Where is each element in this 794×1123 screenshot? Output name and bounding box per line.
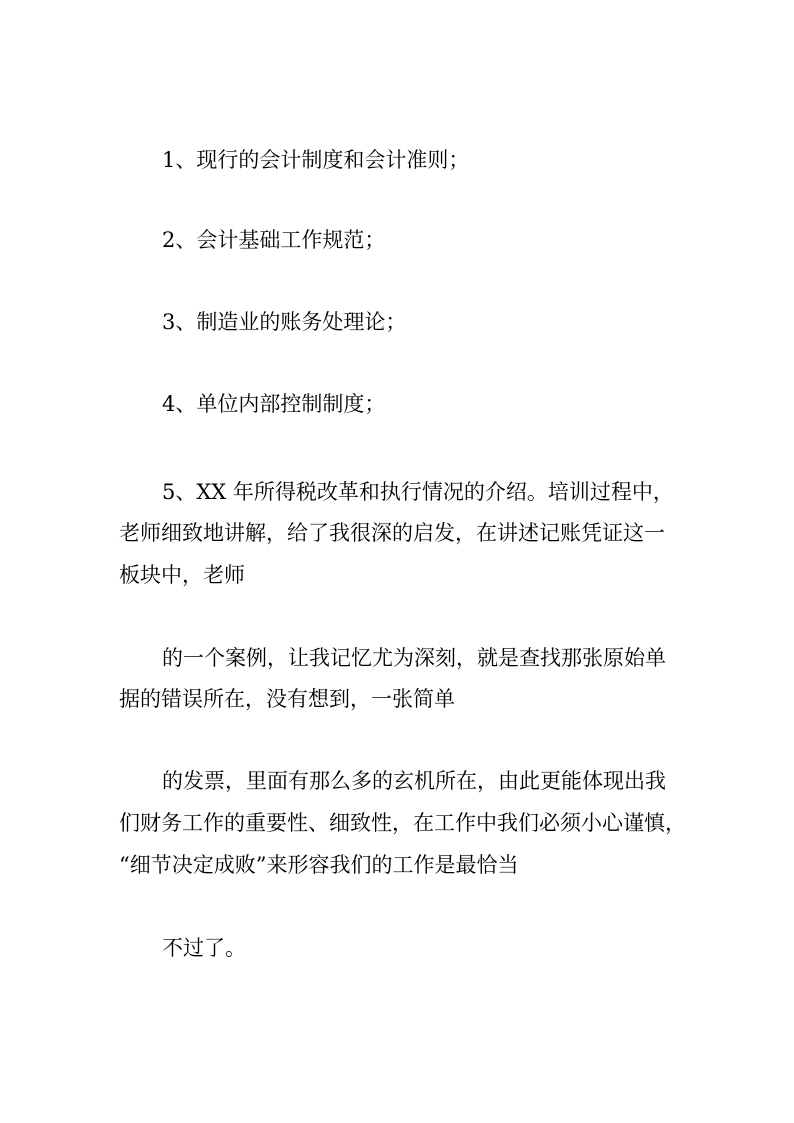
paragraph-line: 的一个案例，让我记忆尤为深刻，就是查找那张原始单 [162, 646, 666, 670]
list-item-1: 1、现行的会计制度和会计准则； [162, 148, 470, 172]
list-item-4: 4、单位内部控制制度； [162, 392, 386, 416]
paragraph-line: 不过了。 [162, 936, 246, 960]
paragraph-line: 的发票，里面有那么多的玄机所在，由此更能体现出我 [162, 769, 666, 793]
paragraph-line: 据的错误所在，没有想到，一张简单 [119, 687, 455, 711]
paragraph-line: 们财务工作的重要性、细致性，在工作中我们必须小心谨慎， [119, 811, 686, 835]
paragraph-line: 老师细致地讲解，给了我很深的启发，在讲述记账凭证这一 [119, 521, 665, 545]
list-item-3: 3、制造业的账务处理论； [162, 310, 407, 334]
list-item-2: 2、会计基础工作规范； [162, 228, 386, 252]
paragraph-line: 板块中，老师 [119, 563, 245, 587]
paragraph-line: 5、XX 年所得税改革和执行情况的介绍。培训过程中， [162, 480, 674, 504]
paragraph-line: “细节决定成败”来形容我们的工作是最恰当 [119, 853, 519, 877]
